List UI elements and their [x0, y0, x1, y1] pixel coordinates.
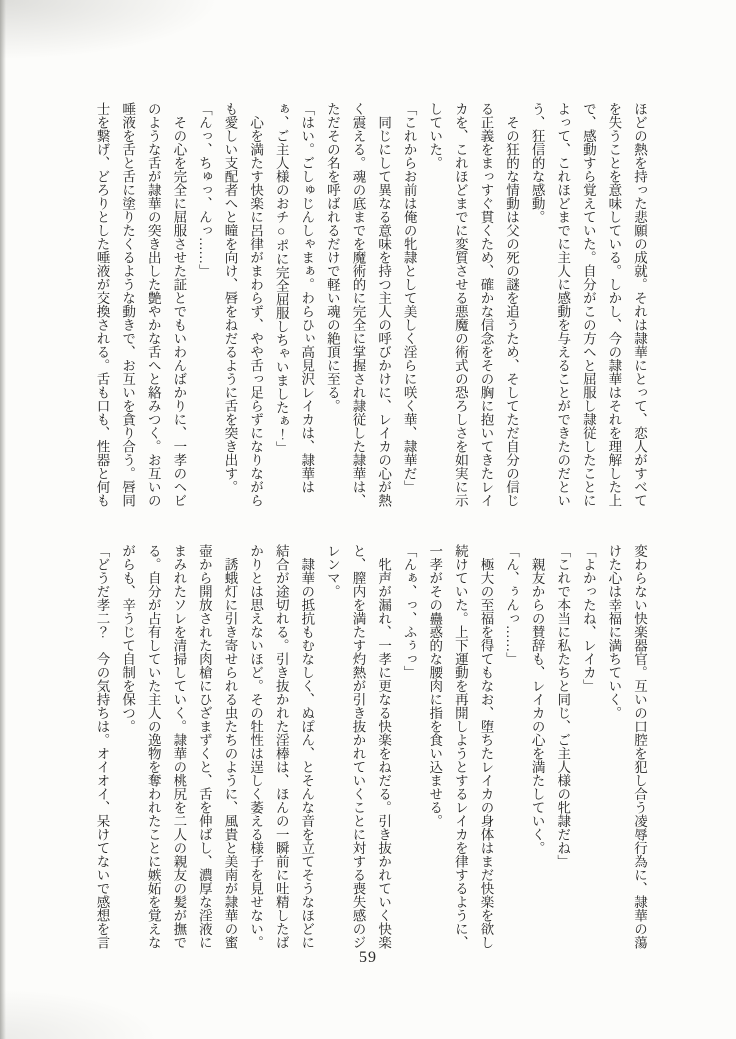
text-line: 士を繋げ、どろりとした唾液が交換される。舌も口も、性器と何も — [94, 102, 110, 507]
text-line: その狂的な情動は父の死の謎を追うため、そしてただ自分の信じ — [504, 102, 520, 507]
text-line: 牝声が漏れ、一孝に更なる快楽をねだる。引き抜かれていく快楽 — [376, 544, 392, 949]
scan-shadow-top-left — [0, 0, 220, 60]
text-line: 親友からの賛辞も、レイカの心を満たしていく。 — [529, 544, 545, 855]
text-line: も愛しい支配者へと瞳を向け、唇をねだるように舌を突き出す。 — [222, 102, 238, 494]
text-line: 壺から開放された肉槍にひざまずくと、舌を伸ばし、濃厚な淫液に — [196, 544, 212, 949]
text-line: していた。 — [427, 102, 443, 170]
text-line: 「んっ、ちゅっ、んっ……」 — [196, 102, 212, 278]
text-line: がらも、辛うじて自制を保つ。 — [120, 544, 136, 733]
text-line: 「どうだ孝二？ 今の気持ちは。オイオイ、呆けてないで感想を言 — [94, 544, 110, 949]
text-line: 唾液を舌と舌に塗りたくるような動きで、お互いを貪り合う。唇同 — [120, 102, 136, 507]
scan-shadow-bottom-left — [0, 989, 160, 1039]
text-line: 「よかったね、レイカ」 — [580, 544, 596, 693]
scan-edge-left — [0, 0, 6, 1039]
text-line: ぁ、ご主人様のおチ○ポに完全屈服しちゃいましたぁ！」 — [273, 102, 289, 455]
text-line: ほどの熱を持った悲願の成就。それは隷華にとって、恋人がすべて — [632, 102, 647, 507]
text-line: 「はい。ごしゅじんしゃまぁ。わらひぃ高見沢レイカは、隷華は — [299, 102, 315, 494]
text-line: る正義をまっすぐ貫くため、確かな信念をその胸に抱いてきたレイ — [478, 102, 494, 507]
text-line: 一孝がその蠱惑的な腰肉に指を食い込ませる。 — [427, 544, 443, 828]
text-line: る。自分が占有していた主人の逸物を奪われたことに嫉妬を覚えな — [145, 544, 161, 949]
text-line: を失うことを意味している。しかし、今の隷華はそれを理解した上 — [606, 102, 622, 507]
text-line: で、感動すら覚えていた。自分がこの方へと屈服し隷従したことに — [580, 102, 596, 507]
text-line: 「これで本当に私たちと同じ、ご主人様の牝隷だね」 — [555, 544, 571, 868]
text-line: 結合が途切れる。引き抜かれた淫棒は、ほんの一瞬前に吐精したば — [273, 544, 289, 949]
text-line: まみれたソレを清掃していく。隷華の桃尻を二人の親友の髪が撫で — [171, 544, 187, 949]
text-line: 「んぁ、っ、ふぅっ」 — [401, 544, 417, 679]
text-line: 極大の至福を得てもなお、堕ちたレイカの身体はまだ快楽を欲し — [478, 544, 494, 949]
text-line: 隷華の抵抗もむなしく、ぬぽん、とそんな音を立てそうなほどに — [299, 544, 315, 949]
text-line: けた心は幸福に満ちていく。 — [606, 544, 622, 720]
text-line: 心を満たす快楽に呂律がまわらず、やや舌っ足らずになりながら — [248, 102, 264, 507]
text-line: 「ん、ぅんっ……」 — [504, 544, 520, 666]
text-line: レンマ。 — [324, 544, 340, 598]
text-line: かりとは思えないほど。その牡性は逞しく萎える様子を見せない。 — [248, 544, 264, 949]
text-line: 誘蛾灯に引き寄せられる虫たちのように、風貴と美南が隷華の蜜 — [222, 544, 238, 949]
text-line: 続けていた。上下運動を再開しようとするレイカを律するように、 — [452, 544, 468, 949]
text-block-bottom — [88, 544, 652, 952]
text-line: く震える。魂の底までを魔術的に完全に掌握され隷従した隷華は、 — [350, 102, 366, 507]
text-line: カを、これほどまでに変質させる悪魔の術式の恐ろしさを如実に示 — [452, 102, 468, 507]
text-line: と、膣内を満たす灼熱が引き抜かれていくことに対する喪失感のジ — [350, 544, 366, 949]
text-line: 「これからお前は俺の牝隷として美しく淫らに咲く華、隷華だ」 — [401, 102, 417, 494]
page-number: 59 — [359, 949, 377, 966]
text-line: のような舌が隷華の突き出した艶やかな舌へと絡みつく。お互いの — [145, 102, 161, 507]
text-line: 同じにして異なる意味を持つ主人の呼びかけに、レイカの心が熱 — [376, 102, 392, 507]
text-line: よって、これほどまでに主人に感動を与えることができたのだとい — [555, 102, 571, 507]
text-line: その心を完全に屈服させた証とでもいわんばかりに、一孝のヘビ — [171, 102, 187, 507]
text-line: ただその名を呼ばれるだけで軽い魂の絶頂に至る。 — [324, 102, 340, 413]
text-line: う、狂信的な感動。 — [529, 102, 545, 224]
text-block-top — [88, 102, 652, 510]
text-line: 変わらない快楽器官。互いの口腔を犯し合う凌辱行為に、隷華の蕩 — [632, 544, 647, 949]
